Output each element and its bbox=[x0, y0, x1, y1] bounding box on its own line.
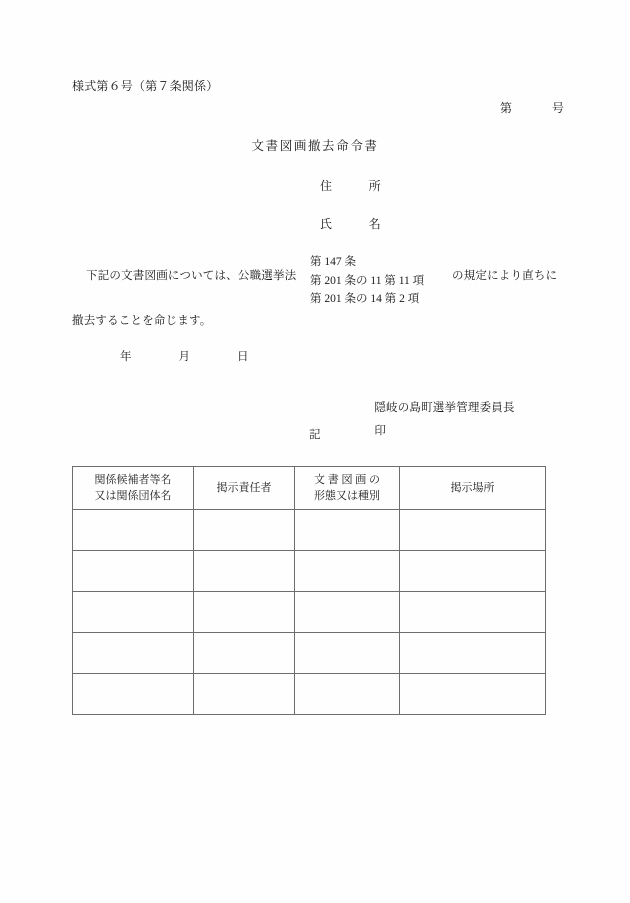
table-cell[interactable] bbox=[73, 633, 194, 674]
table-header-candidate-name: 関係候補者等名 又は関係団体名 bbox=[73, 467, 194, 510]
table-cell[interactable] bbox=[400, 674, 546, 715]
table-cell[interactable] bbox=[295, 633, 400, 674]
table-cell[interactable] bbox=[73, 674, 194, 715]
table-cell[interactable] bbox=[73, 551, 194, 592]
table-cell[interactable] bbox=[295, 551, 400, 592]
table-cell[interactable] bbox=[295, 510, 400, 551]
table-cell[interactable] bbox=[73, 510, 194, 551]
date-line: 年 月 日 bbox=[120, 351, 249, 363]
note-marker: 記 bbox=[309, 429, 321, 441]
addressee-address-label: 住 所 bbox=[320, 179, 382, 193]
table-cell[interactable] bbox=[194, 674, 295, 715]
table-header-row bbox=[73, 467, 546, 510]
table-header-posting-location: 掲示場所 bbox=[400, 467, 546, 510]
table-cell[interactable] bbox=[194, 592, 295, 633]
table-cell[interactable] bbox=[194, 551, 295, 592]
table-header-posting-manager: 掲示責任者 bbox=[194, 467, 295, 510]
table-row bbox=[73, 510, 546, 551]
table-cell[interactable] bbox=[400, 551, 546, 592]
table-row bbox=[73, 674, 546, 715]
form-number: 様式第６号（第７条関係） bbox=[72, 79, 219, 93]
law-reference-3: 第 201 条の 14 第 2 項 bbox=[310, 293, 420, 305]
table-cell[interactable] bbox=[400, 510, 546, 551]
table-cell[interactable] bbox=[73, 592, 194, 633]
body-end-text: 撤去することを命じます。 bbox=[72, 315, 212, 327]
table-body bbox=[73, 510, 546, 715]
table-row bbox=[73, 551, 546, 592]
table-cell[interactable] bbox=[400, 633, 546, 674]
removal-items-table bbox=[72, 466, 546, 715]
table-cell[interactable] bbox=[194, 510, 295, 551]
addressee-name-label: 氏 名 bbox=[320, 217, 382, 231]
body-tail-text: の規定により直ちに bbox=[452, 270, 558, 282]
body-lead-text: 下記の文書図画については、公職選挙法 bbox=[86, 270, 297, 282]
table-row bbox=[73, 633, 546, 674]
law-reference-stack bbox=[310, 253, 424, 309]
law-reference-2: 第 201 条の 11 第 11 項 bbox=[310, 274, 425, 287]
table-cell[interactable] bbox=[400, 592, 546, 633]
seal-label: 印 bbox=[374, 424, 387, 437]
document-number-label: 第 号 bbox=[500, 101, 566, 115]
table-cell[interactable] bbox=[194, 633, 295, 674]
table-row bbox=[73, 592, 546, 633]
table-cell[interactable] bbox=[295, 674, 400, 715]
page-title: 文書図画撤去命令書 bbox=[251, 139, 379, 153]
table-header-document-type: 文 書 図 画 の 形態又は種別 bbox=[295, 467, 400, 510]
table-cell[interactable] bbox=[295, 592, 400, 633]
signer-authority: 隠岐の島町選挙管理委員長 bbox=[374, 401, 515, 414]
law-reference-1: 第 147 条 bbox=[310, 256, 356, 268]
